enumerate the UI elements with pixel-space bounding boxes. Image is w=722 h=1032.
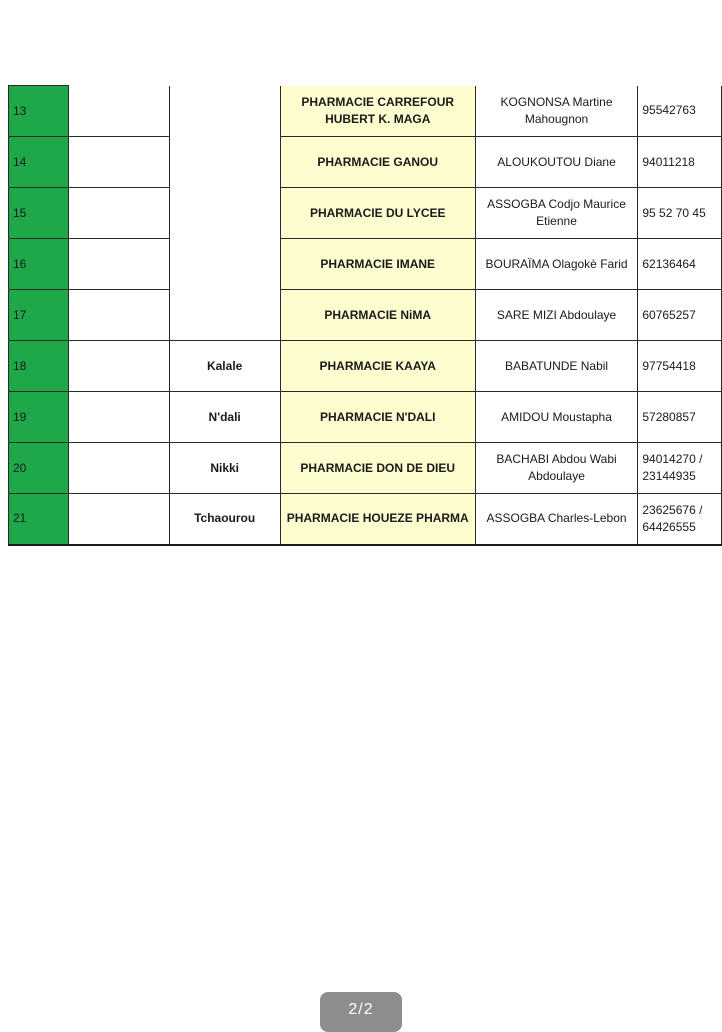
owner-line: BACHABI Abdou Wabi	[496, 452, 617, 466]
owner-line: Etienne	[536, 214, 577, 228]
owner-cell: BOURAÏMA Olagokè Farid	[475, 239, 638, 290]
row-number: 15	[9, 188, 69, 239]
phone-cell	[638, 494, 722, 545]
town-cell	[169, 86, 280, 137]
pharmacy-name-cell: PHARMACIE IMANE	[280, 239, 475, 290]
pharmacy-name-cell: PHARMACIE GANOU	[280, 137, 475, 188]
pharmacy-name-cell	[280, 86, 475, 137]
phone-cell	[638, 443, 722, 494]
owner-cell: SARE MIZI Abdoulaye	[475, 290, 638, 341]
town-cell: Tchaourou	[169, 494, 280, 545]
department-cell	[69, 341, 169, 392]
pharmacy-name-cell: PHARMACIE N'DALI	[280, 392, 475, 443]
pharmacy-name-cell: PHARMACIE KAAYA	[280, 341, 475, 392]
town-cell	[169, 239, 280, 290]
row-number: 16	[9, 239, 69, 290]
department-cell	[69, 392, 169, 443]
table-row	[9, 341, 722, 392]
owner-cell: ASSOGBA Charles-Lebon	[475, 494, 638, 545]
owner-cell: AMIDOU Moustapha	[475, 392, 638, 443]
pharmacy-name-cell: PHARMACIE DON DE DIEU	[280, 443, 475, 494]
table-row	[9, 137, 722, 188]
row-number: 21	[9, 494, 69, 545]
phone-cell: 60765257	[638, 290, 722, 341]
page-indicator: 2/2	[320, 992, 402, 1032]
pharmacy-name-cell: PHARMACIE HOUEZE PHARMA	[280, 494, 475, 545]
department-cell	[69, 494, 169, 545]
pharmacy-name-line: HUBERT K. MAGA	[325, 111, 431, 126]
owner-line: ASSOGBA Codjo Maurice	[487, 197, 626, 211]
department-cell	[69, 137, 169, 188]
row-number: 18	[9, 341, 69, 392]
phone-cell	[638, 86, 722, 137]
phone-cell: 62136464	[638, 239, 722, 290]
table-row	[9, 392, 722, 443]
phone-cell: 57280857	[638, 392, 722, 443]
town-cell	[169, 188, 280, 239]
phone-line: 94014270 /	[642, 452, 703, 466]
table-row	[9, 443, 722, 494]
row-number: 17	[9, 290, 69, 341]
owner-cell	[475, 443, 638, 494]
pharmacy-table	[8, 85, 722, 546]
pharmacy-name-line: PHARMACIE CARREFOUR	[301, 94, 455, 109]
table-row	[9, 86, 722, 137]
phone-line: 95542763	[642, 103, 696, 118]
pharmacy-name-cell: PHARMACIE DU LYCEE	[280, 188, 475, 239]
pharmacy-name-cell: PHARMACIE NiMA	[280, 290, 475, 341]
department-cell	[69, 290, 169, 341]
department-cell	[69, 188, 169, 239]
owner-cell	[475, 188, 638, 239]
row-number: 14	[9, 137, 69, 188]
phone-cell: 97754418	[638, 341, 722, 392]
table-row	[9, 239, 722, 290]
phone-line: 23625676 /	[642, 502, 703, 517]
owner-line: Mahougnon	[524, 111, 589, 126]
phone-line: 23144935	[642, 469, 696, 483]
town-cell: Nikki	[169, 443, 280, 494]
owner-cell: ALOUKOUTOU Diane	[475, 137, 638, 188]
department-cell	[69, 86, 169, 137]
town-cell: N'dali	[169, 392, 280, 443]
town-cell	[169, 137, 280, 188]
row-number: 13	[9, 86, 69, 137]
town-cell: Kalale	[169, 341, 280, 392]
row-number: 19	[9, 392, 69, 443]
row-number: 20	[9, 443, 69, 494]
table-row	[9, 188, 722, 239]
town-cell	[169, 290, 280, 341]
owner-line: Abdoulaye	[528, 469, 585, 483]
owner-line: KOGNONSA Martine	[500, 94, 613, 109]
department-cell	[69, 239, 169, 290]
table-row	[9, 290, 722, 341]
phone-line: 64426555	[642, 519, 696, 534]
owner-cell	[475, 86, 638, 137]
phone-cell: 95 52 70 45	[638, 188, 722, 239]
phone-cell: 94011218	[638, 137, 722, 188]
department-cell	[69, 443, 169, 494]
table-row	[9, 494, 722, 545]
owner-cell: BABATUNDE Nabil	[475, 341, 638, 392]
